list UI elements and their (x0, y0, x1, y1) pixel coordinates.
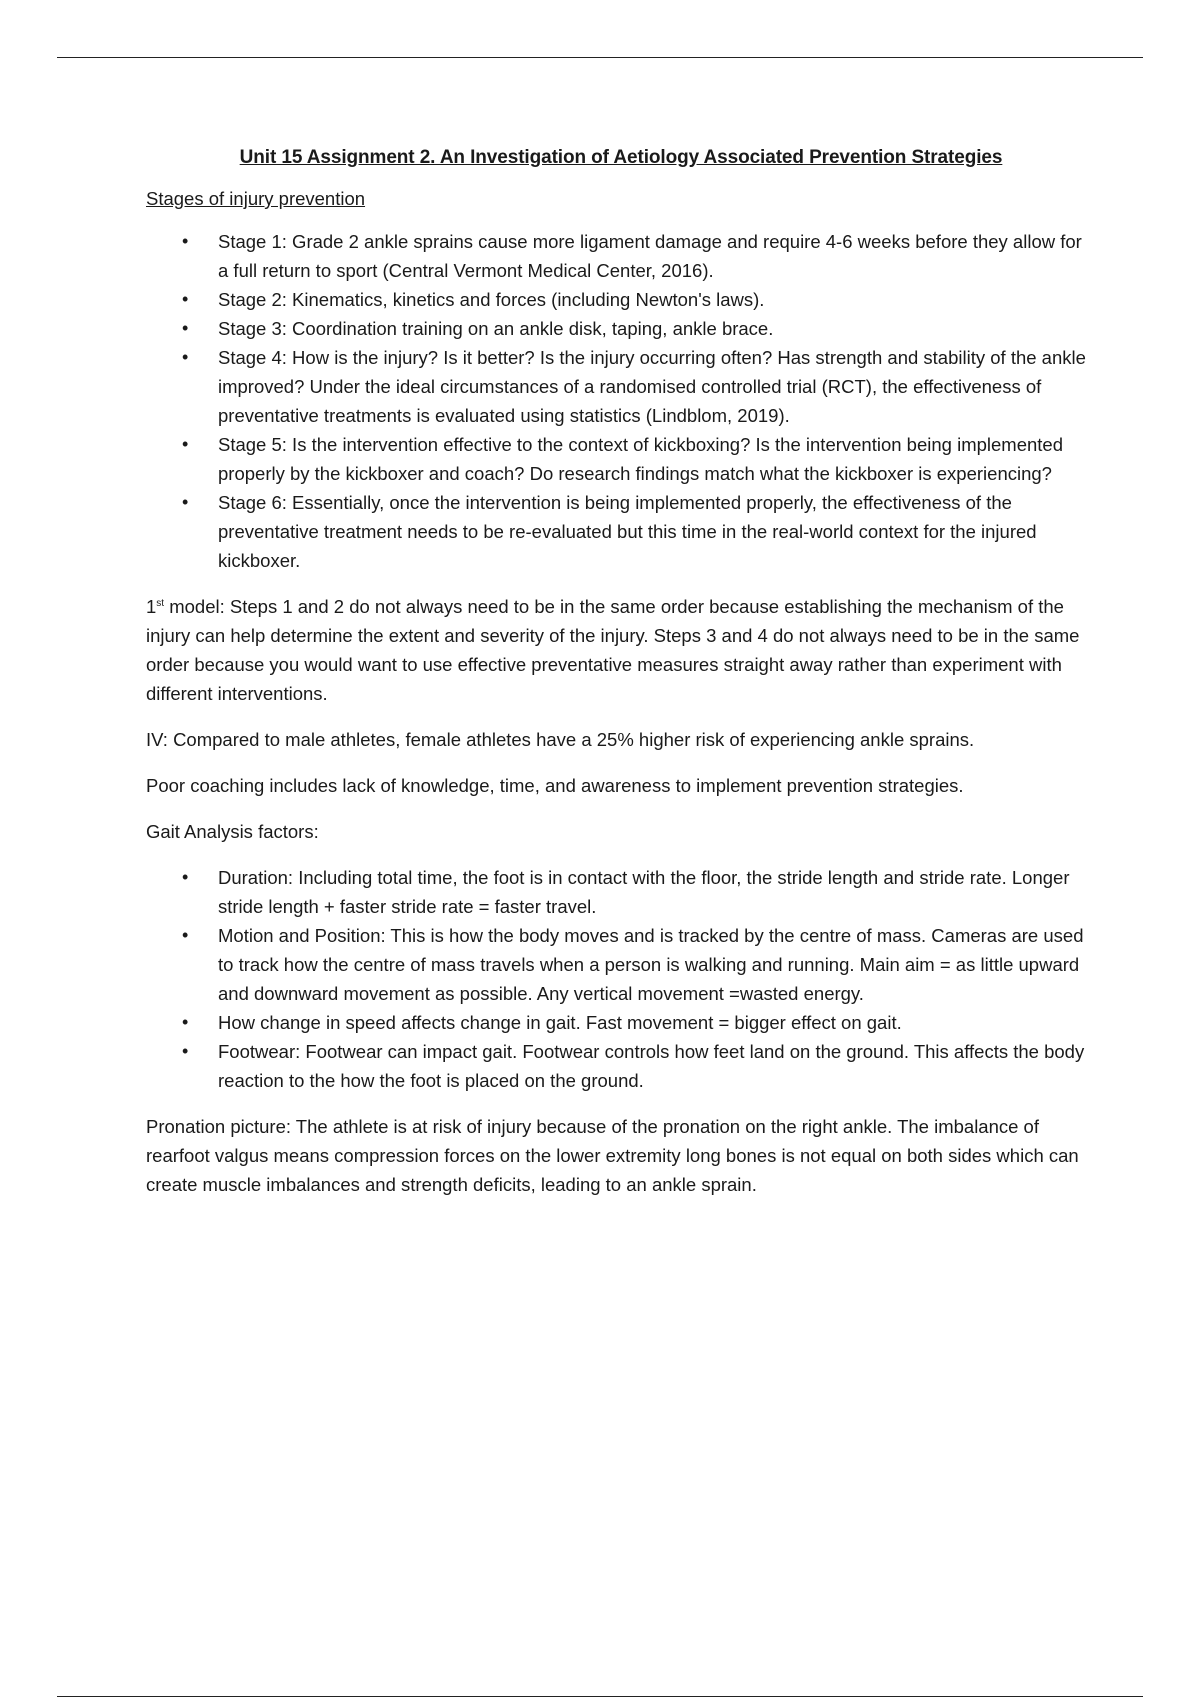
list-item (146, 430, 1096, 488)
bullet-icon: • (182, 434, 189, 454)
stage-text: Stage 6: Essentially, once the intervention is being implemented properly, the effectiveness of the preventative treatment needs to be re-evaluated but this time in the real-world context for the injured kickboxer. (218, 492, 1037, 571)
bullet-icon: • (182, 231, 189, 251)
list-item (146, 1037, 1096, 1095)
gait-factors-list (146, 863, 1096, 1095)
model-ordinal: st (156, 597, 165, 609)
bullet-icon: • (182, 289, 189, 309)
bullet-icon: • (182, 925, 189, 945)
model-paragraph (146, 592, 1096, 708)
list-item (146, 488, 1096, 575)
bullet-icon: • (182, 867, 189, 887)
stage-text: Stage 4: How is the injury? Is it better? Is the injury occurring often? Has strength and stability of the ankle improved? Under the ideal circumstances of a randomised controlled trial (RCT), the effectiveness of preventative treatments is evaluated using statistics (Lindblom, 2019). (218, 347, 1086, 426)
stages-heading: Stages of injury prevention (146, 188, 366, 209)
document-title: Unit 15 Assignment 2. An Investigation of Aetiology Associated Prevention Strategies (239, 147, 1003, 168)
pronation-paragraph: Pronation picture: The athlete is at risk of injury because of the pronation on the right ankle. The imbalance of rearfoot valgus means compression forces on the lower extremity long bones is not equal on both sides which can create muscle imbalances and strength deficits, leading to an ankle sprain. (146, 1116, 1079, 1195)
model-number: 1 (146, 596, 157, 617)
stage-text: Stage 5: Is the intervention effective to the context of kickboxing? Is the intervention being implemented properly by the kickboxer and coach? Do research findings match what the kickboxer is experiencing? (218, 434, 1064, 484)
coaching-paragraph: Poor coaching includes lack of knowledge, time, and awareness to implement prevention strategies. (146, 775, 964, 796)
model-text: model: Steps 1 and 2 do not always need to be in the same order because establishing the mechanism of the injury can help determine the extent and severity of the injury. Steps 3 and 4 do not always need to be in the same order because you would want to use effective preventative measures straight away rather than experiment with different interventions. (146, 596, 1080, 704)
header-rule (57, 57, 1143, 58)
list-item (146, 343, 1096, 430)
bullet-icon: • (182, 1041, 189, 1061)
list-item (146, 921, 1096, 1008)
stage-text: Stage 2: Kinematics, kinetics and forces (including Newton's laws). (218, 289, 765, 310)
bullet-icon: • (182, 492, 189, 512)
gait-heading: Gait Analysis factors: (146, 821, 319, 842)
footer-rule (57, 1696, 1143, 1697)
list-item (146, 285, 1096, 314)
gait-factor-text: Motion and Position: This is how the body moves and is tracked by the centre of mass. Cameras are used to track how the centre of mass travels when a person is walking and running. Main aim = as little upward and downward movement as possible. Any vertical movement =wasted energy. (218, 925, 1084, 1004)
document-body (146, 143, 1096, 1216)
bullet-icon: • (182, 347, 189, 367)
iv-paragraph: IV: Compared to male athletes, female athletes have a 25% higher risk of experiencing ankle sprains. (146, 729, 975, 750)
stages-list (146, 227, 1096, 575)
bullet-icon: • (182, 1012, 189, 1032)
list-item (146, 227, 1096, 285)
bullet-icon: • (182, 318, 189, 338)
gait-factor-text: Duration: Including total time, the foot is in contact with the floor, the stride length and stride rate. Longer stride length + faster stride rate = faster travel. (218, 867, 1070, 917)
stage-text: Stage 1: Grade 2 ankle sprains cause more ligament damage and require 4-6 weeks before they allow for a full return to sport (Central Vermont Medical Center, 2016). (218, 231, 1082, 281)
gait-factor-text: How change in speed affects change in gait. Fast movement = bigger effect on gait. (218, 1012, 902, 1033)
list-item (146, 314, 1096, 343)
list-item (146, 863, 1096, 921)
stage-text: Stage 3: Coordination training on an ankle disk, taping, ankle brace. (218, 318, 774, 339)
list-item (146, 1008, 1096, 1037)
gait-factor-text: Footwear: Footwear can impact gait. Footwear controls how feet land on the ground. This affects the body reaction to the how the foot is placed on the ground. (218, 1041, 1085, 1091)
